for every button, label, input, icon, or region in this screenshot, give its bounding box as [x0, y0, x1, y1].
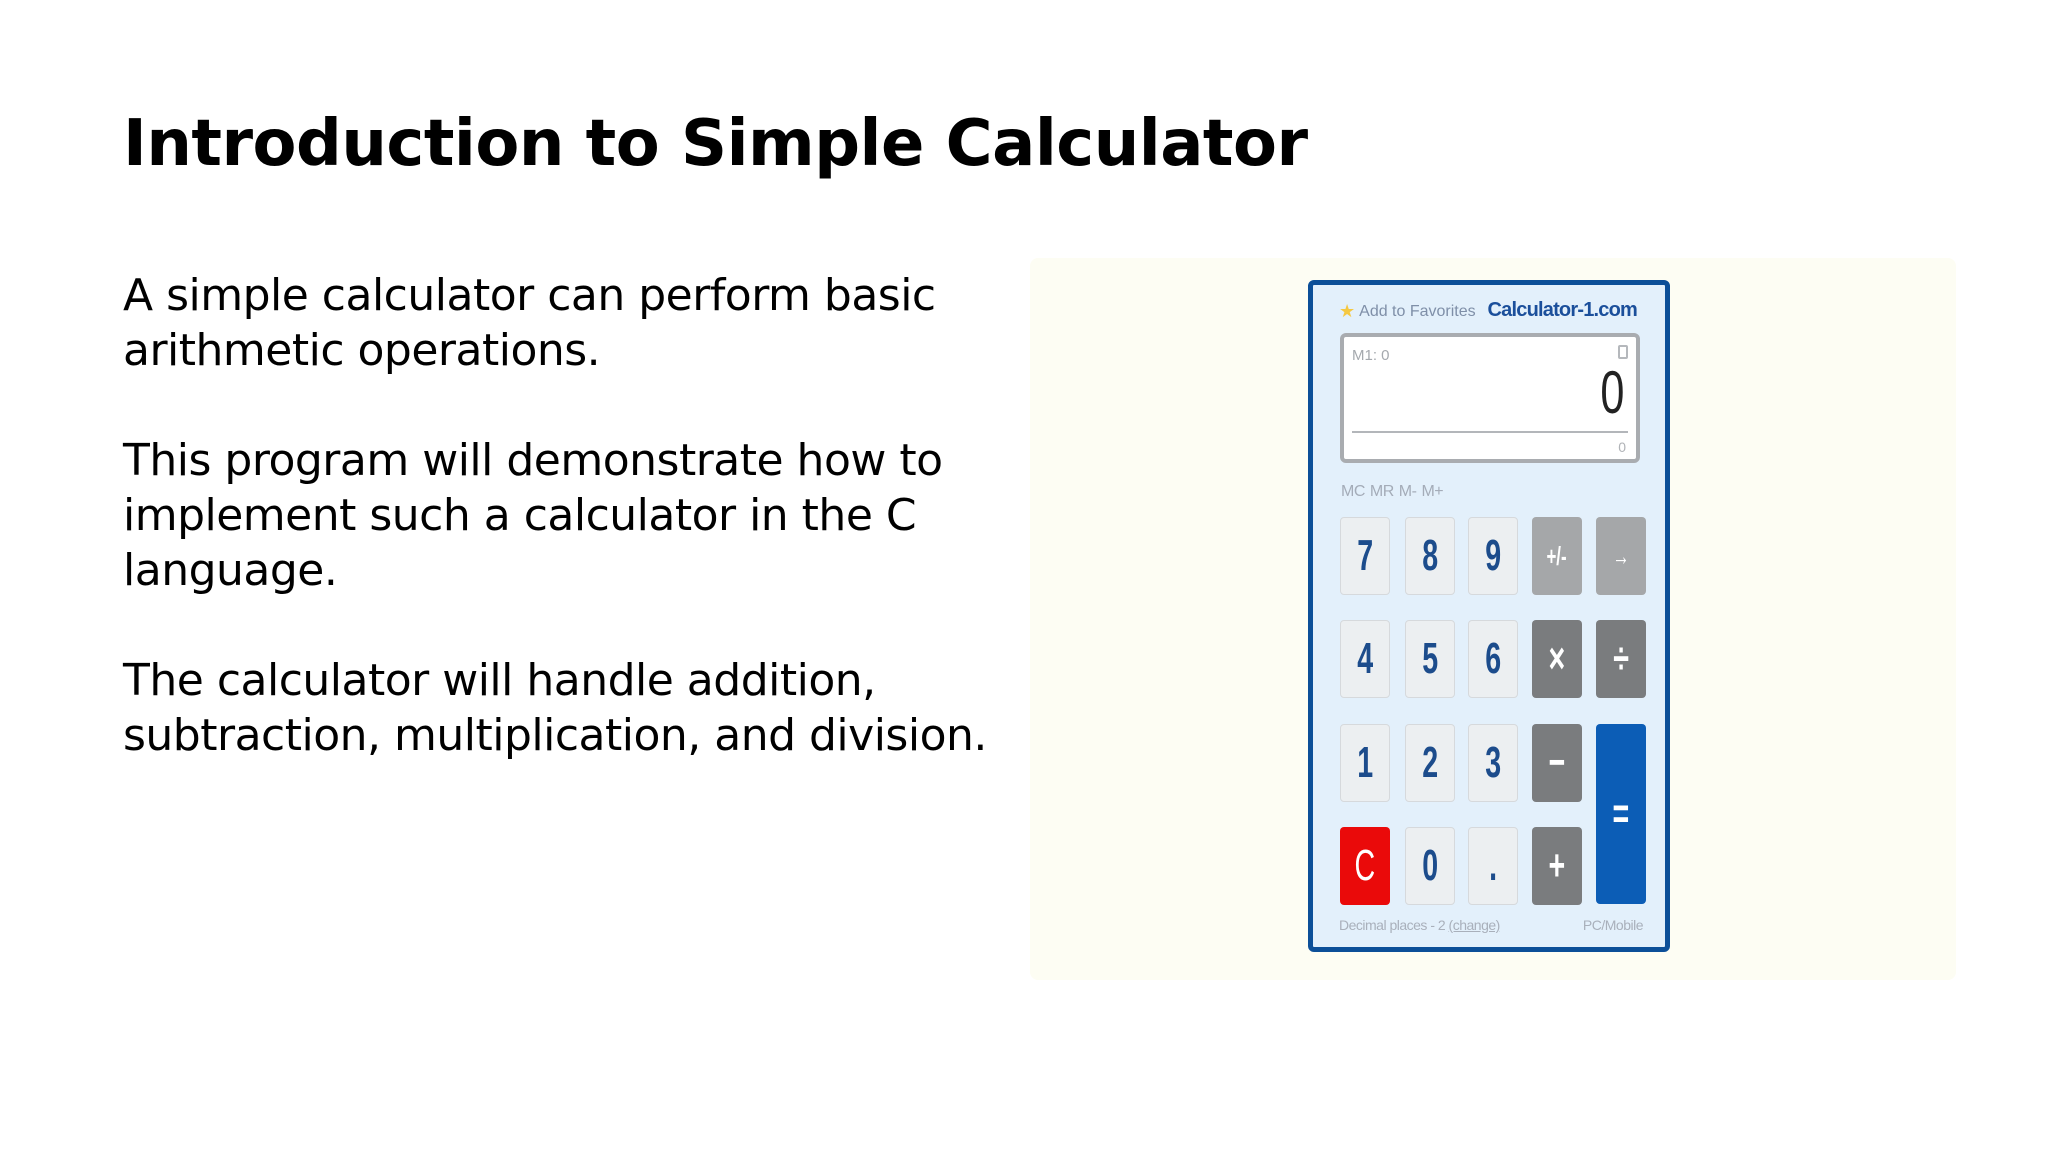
display-subvalue: 0 [1618, 439, 1626, 455]
display-value: 0 [1599, 359, 1624, 426]
copy-icon[interactable] [1618, 345, 1628, 359]
change-decimal-link[interactable]: (change) [1448, 917, 1500, 933]
memory-buttons [1341, 483, 1443, 501]
memory-subtract-button[interactable]: M- [1398, 483, 1417, 500]
add-to-favorites-link[interactable] [1339, 301, 1476, 322]
key-8[interactable]: 8 [1405, 517, 1455, 595]
star-icon: ★ [1339, 301, 1356, 321]
display-divider [1352, 431, 1628, 433]
decimal-places-label: Decimal places - 2 [1339, 917, 1449, 933]
key-9[interactable]: 9 [1468, 517, 1518, 595]
key-1[interactable]: 1 [1340, 724, 1390, 802]
minus-button[interactable]: − [1532, 724, 1582, 802]
key-6[interactable]: 6 [1468, 620, 1518, 698]
key-7[interactable]: 7 [1340, 517, 1390, 595]
key-3[interactable]: 3 [1468, 724, 1518, 802]
memory-recall-button[interactable]: MR [1369, 483, 1394, 500]
paragraph-program: This program will demonstrate how to implement such a calculator in the C language. [123, 435, 943, 596]
calculator-header [1313, 285, 1665, 339]
sign-toggle-button[interactable]: +/- [1532, 517, 1582, 595]
calculator-image [1308, 280, 1670, 952]
plus-button[interactable]: + [1532, 827, 1582, 905]
key-4[interactable]: 4 [1340, 620, 1390, 698]
multiply-button[interactable]: × [1532, 620, 1582, 698]
decimal-point-button[interactable]: . [1468, 827, 1518, 905]
decimal-places-note [1339, 917, 1500, 933]
key-0[interactable]: 0 [1405, 827, 1455, 905]
backspace-button[interactable]: → [1596, 517, 1646, 595]
favorites-label: Add to Favorites [1359, 302, 1476, 320]
paragraph-operations: The calculator will handle addition, subtraction, multiplication, and division. [123, 655, 987, 761]
key-5[interactable]: 5 [1405, 620, 1455, 698]
key-2[interactable]: 2 [1405, 724, 1455, 802]
body-text [123, 268, 1023, 818]
platform-link[interactable]: PC/Mobile [1582, 917, 1643, 933]
memory-clear-button[interactable]: MC [1341, 483, 1365, 500]
memory-add-button[interactable]: M+ [1421, 483, 1444, 500]
paragraph-intro: A simple calculator can perform basic arithmetic operations. [123, 270, 936, 376]
clear-button[interactable]: C [1340, 827, 1390, 905]
slide-title: Introduction to Simple Calculator [123, 107, 1308, 181]
calculator-display [1340, 333, 1640, 463]
equals-button[interactable]: = [1596, 724, 1646, 904]
memory-indicator: M1: 0 [1352, 347, 1390, 364]
calculator-brand: Calculator-1.com [1487, 299, 1637, 321]
divide-button[interactable]: ÷ [1596, 620, 1646, 698]
